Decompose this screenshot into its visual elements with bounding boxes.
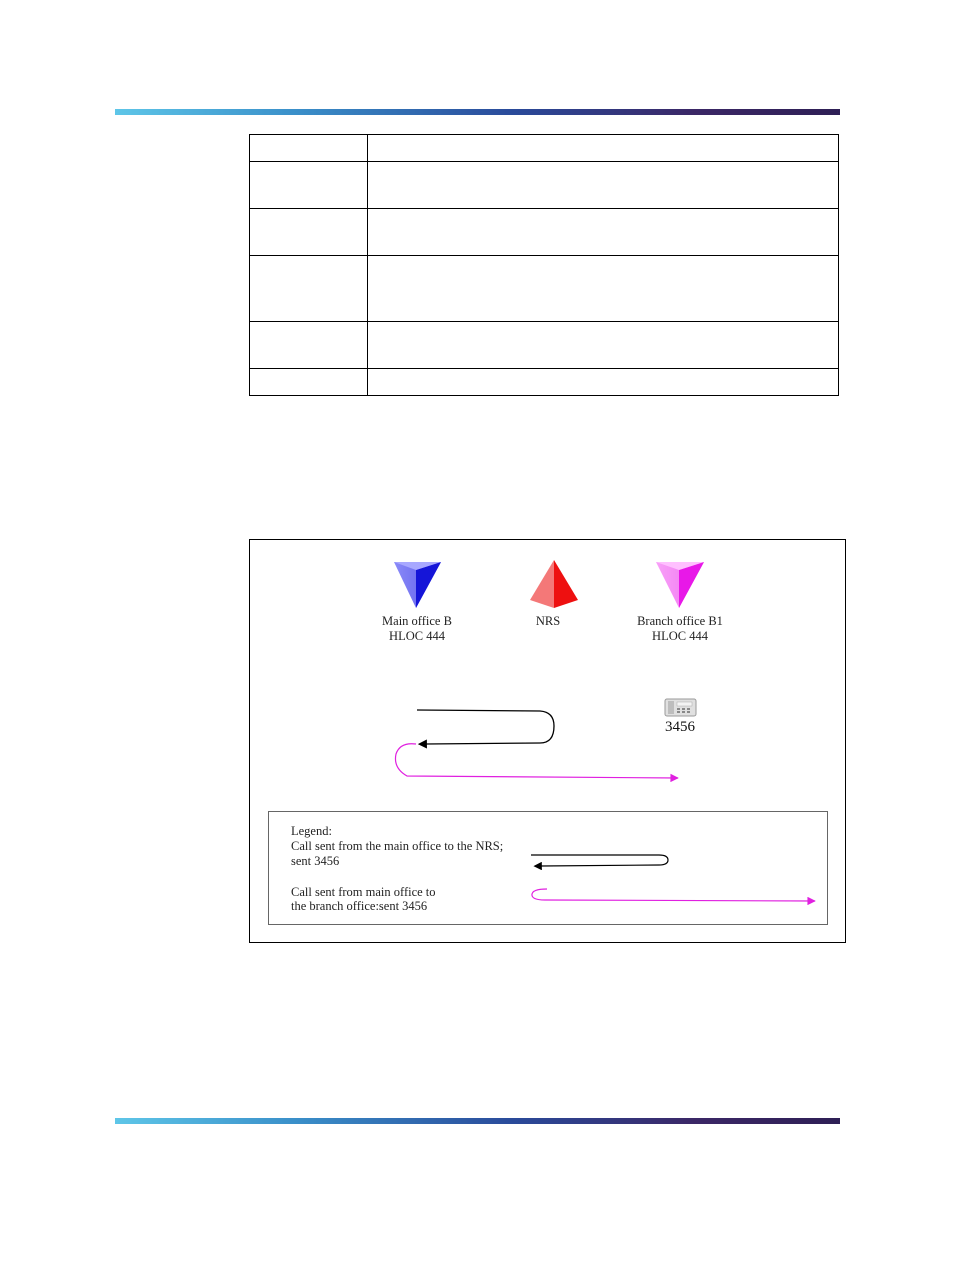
table-cell: [368, 162, 839, 209]
nrs-label: [523, 614, 573, 629]
header-rule: [115, 109, 840, 115]
legend-entry-branch-line2: the branch office:sent 3456: [291, 899, 428, 913]
table-cell: [368, 322, 839, 369]
table-cell: [250, 322, 368, 369]
footer-rule: [115, 1118, 840, 1124]
main-office-hloc: HLOC 444: [389, 629, 445, 643]
legend-swatches: [269, 812, 829, 926]
table-cell: [368, 256, 839, 322]
table-row: [250, 162, 839, 209]
table-cell: [368, 135, 839, 162]
table-row: [250, 322, 839, 369]
legend-swatch-branch: [532, 889, 815, 901]
table-cell: [250, 162, 368, 209]
legend-entry-nrs-line2: sent 3456: [291, 854, 340, 868]
telephone-icon: [665, 699, 696, 716]
main-office-name: Main office B: [382, 614, 452, 628]
table-cell: [368, 209, 839, 256]
legend-title: Legend:: [291, 824, 332, 838]
table-row: [250, 369, 839, 396]
legend-entry-branch-line1: Call sent from main office to: [291, 885, 436, 899]
legend-swatch-nrs: [531, 855, 668, 866]
table-cell: [250, 256, 368, 322]
nrs-icon: [530, 560, 578, 608]
legend-entry-nrs-line1: Call sent from the main office to the NRS;: [291, 839, 504, 853]
phone-number: 3456: [665, 719, 695, 735]
data-table: [249, 134, 839, 396]
table-cell: [250, 209, 368, 256]
nrs-name: NRS: [535, 614, 561, 628]
main-office-label: [372, 614, 462, 644]
table-cell: [368, 369, 839, 396]
table-row: [250, 256, 839, 322]
table-row: [250, 135, 839, 162]
call-path-to-nrs: [417, 710, 554, 744]
branch-office-name: Branch office B1: [637, 614, 723, 628]
call-flow-figure: [249, 539, 846, 943]
call-path-to-branch: [395, 744, 678, 778]
main-office-icon: [394, 562, 441, 608]
table-cell: [250, 135, 368, 162]
branch-office-label: [628, 614, 732, 644]
legend: [268, 811, 828, 925]
branch-office-icon: [656, 562, 704, 608]
branch-office-hloc: HLOC 444: [652, 629, 708, 643]
table-cell: [250, 369, 368, 396]
table-row: [250, 209, 839, 256]
